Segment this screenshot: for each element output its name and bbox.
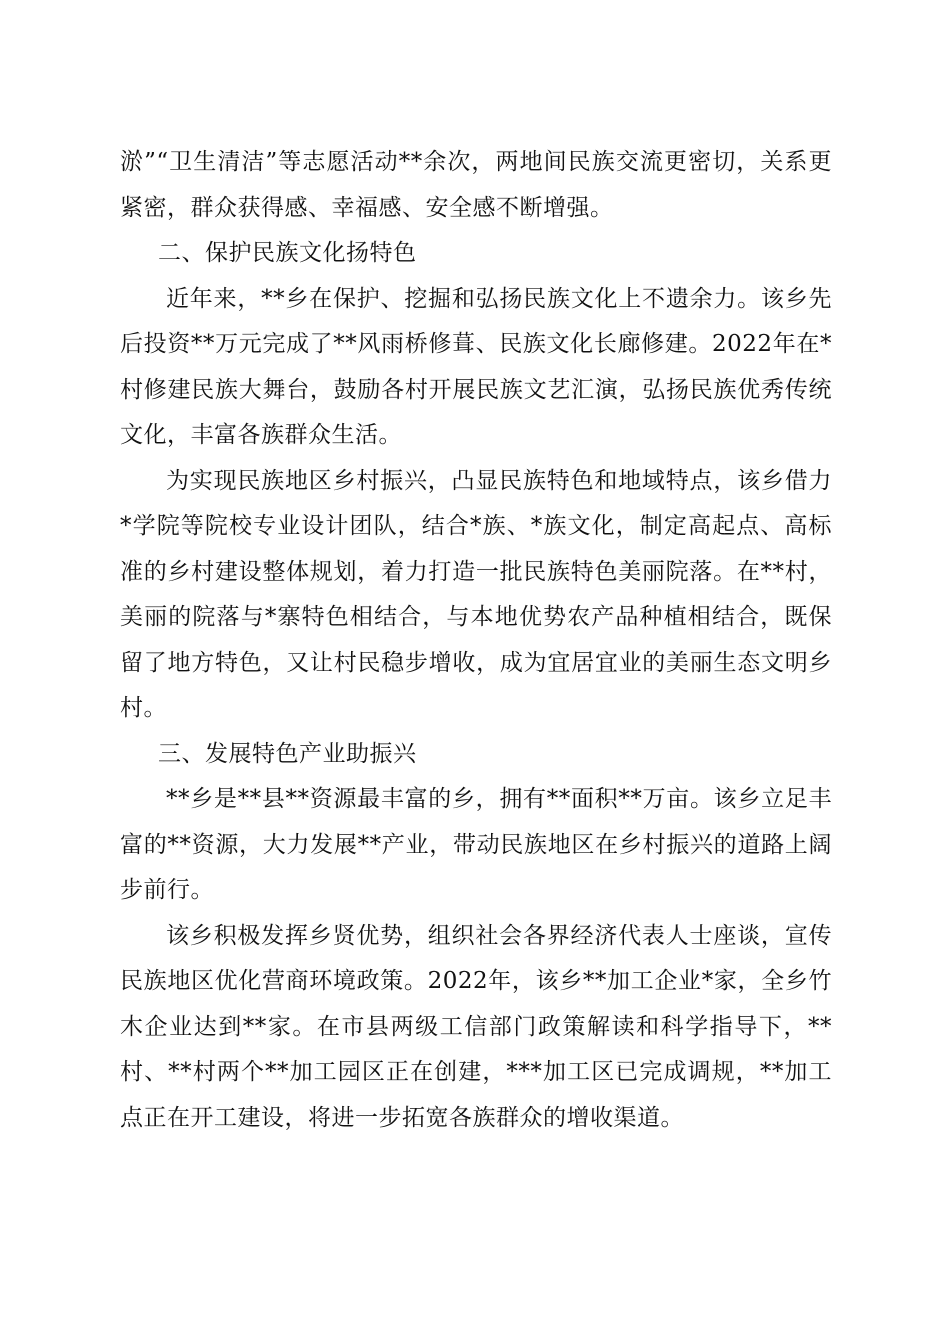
document-page: [120, 140, 832, 1141]
section-heading-3: 三、发展特色产业助振兴: [158, 740, 417, 767]
section3-paragraph-2: 该乡积极发挥乡贤优势，组织社会各界经济代表人士座谈，宣传民族地区优化营商环境政策。2022年，该乡**加工企业*家，全乡竹木企业达到**家。在市县两级工信部门政策解读和科学指导下，**村、**村两个**加工园区正在创建，***加工区已完成调规，**加工点正在开工建设，将进一步拓宽各族群众的增收渠道。: [120, 922, 832, 1131]
section3-paragraph-1: **乡是**县**资源最丰富的乡，拥有**面积**万亩。该乡立足丰富的**资源，大力发展**产业，带动民族地区在乡村振兴的道路上阔步前行。: [120, 786, 832, 903]
paragraph-continuation: 淤”“卫生清洁”等志愿活动**余次，两地间民族交流更密切，关系更紧密，群众获得感、幸福感、安全感不断增强。: [120, 149, 832, 221]
section2-paragraph-2: 为实现民族地区乡村振兴，凸显民族特色和地域特点，该乡借力*学院等院校专业设计团队，结合*族、*族文化，制定高起点、高标准的乡村建设整体规划，着力打造一批民族特色美丽院落。在**村，美丽的院落与*寨特色相结合，与本地优势农产品种植相结合，既保留了地方特色，又让村民稳步增收，成为宜居宜业的美丽生态文明乡村。: [120, 467, 832, 721]
section2-paragraph-1: 近年来，**乡在保护、挖掘和弘扬民族文化上不遗余力。该乡先后投资**万元完成了**风雨桥修葺、民族文化长廊修建。2022年在*村修建民族大舞台，鼓励各村开展民族文艺汇演，弘扬民族优秀传统文化，丰富各族群众生活。: [120, 285, 832, 448]
section-heading-2: 二、保护民族文化扬特色: [158, 240, 417, 266]
